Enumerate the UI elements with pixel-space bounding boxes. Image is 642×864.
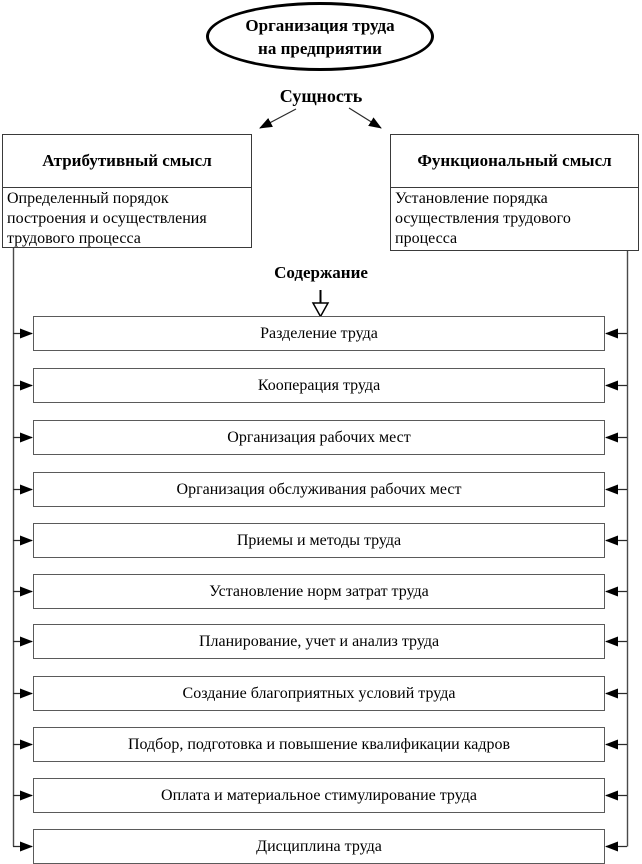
content-item-row — [33, 472, 605, 507]
root-node-title-line2: на предприятии — [258, 38, 382, 58]
content-item-row — [33, 676, 605, 711]
functional-title-box — [390, 134, 639, 188]
content-item-row — [33, 778, 605, 813]
left-row-arrows — [13, 334, 32, 847]
content-label: Содержание — [274, 263, 368, 282]
content-item-row — [33, 316, 605, 351]
content-item-label: Приемы и методы труда — [236, 531, 402, 549]
content-item-label: Организация рабочих мест — [227, 428, 411, 446]
essence-label: Сущность — [279, 86, 363, 106]
functional-description-box — [390, 187, 639, 251]
content-item-label: Оплата и материальное стимулирование труда — [161, 786, 477, 804]
content-item-label: Дисциплина труда — [256, 837, 382, 855]
content-item-row — [33, 368, 605, 403]
content-down-arrow — [313, 290, 328, 317]
attributive-title: Атрибутивный смысл — [42, 151, 212, 170]
content-item-label: Создание благоприятных условий труда — [182, 684, 456, 702]
content-item-row — [33, 624, 605, 659]
content-item-row — [33, 574, 605, 609]
content-item-label: Установление норм затрат труда — [209, 582, 429, 600]
essence-to-functional-arrow — [349, 108, 381, 128]
content-item-row — [33, 829, 605, 864]
content-item-label: Разделение труда — [260, 324, 378, 342]
content-item-row — [33, 727, 605, 762]
attributive-description: Определенный порядок построения и осуществления трудового процесса — [7, 190, 207, 247]
root-node-title-line1: Организация труда — [245, 15, 395, 35]
content-item-label: Организация обслуживания рабочих мест — [176, 480, 462, 498]
content-item-label: Подбор, подготовка и повышение квалификации кадров — [127, 735, 511, 753]
essence-to-attributive-arrow — [260, 109, 296, 128]
content-item-row — [33, 523, 605, 558]
functional-description: Установление порядка осуществления трудового процесса — [395, 190, 571, 247]
right-row-arrows — [606, 334, 627, 847]
content-item-row — [33, 420, 605, 455]
attributive-title-box — [2, 134, 252, 188]
root-node-ellipse — [206, 2, 434, 71]
content-item-label: Планирование, учет и анализ труда — [198, 632, 440, 650]
functional-title: Функциональный смысл — [417, 151, 612, 170]
content-item-label: Кооперация труда — [257, 376, 381, 394]
attributive-description-box — [2, 187, 252, 248]
